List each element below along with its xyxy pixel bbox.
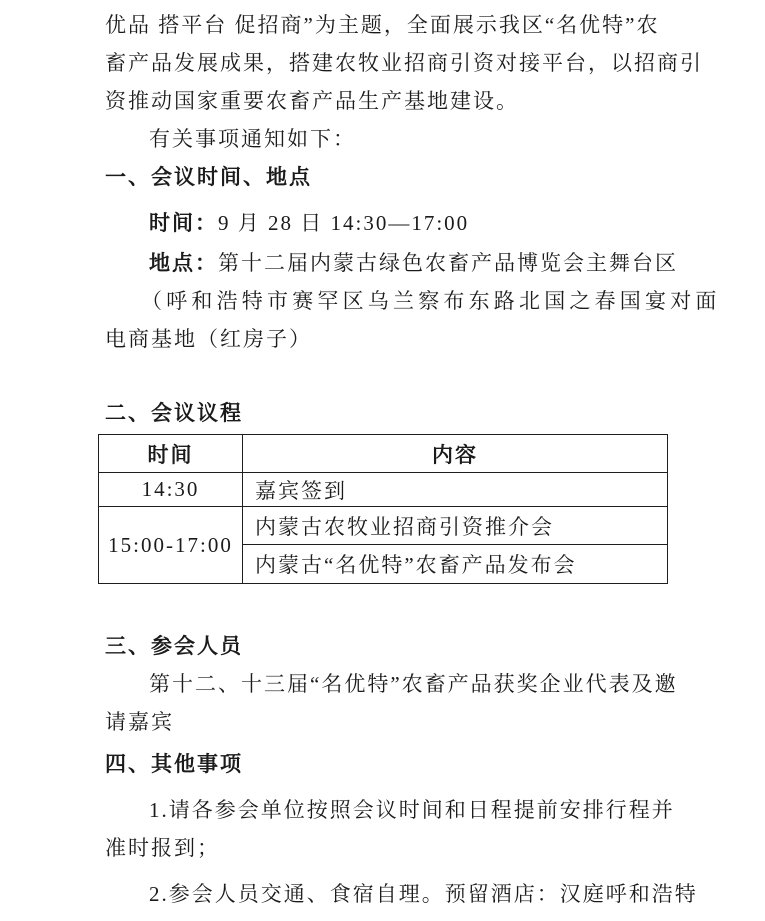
section3-heading: 三、参会人员 [105,634,243,658]
schedule-row-3-content: 内蒙古“名优特”农畜产品发布会 [243,545,668,584]
table-header-time: 时间 [99,435,243,473]
time-value: 9 月 28 日 14:30—17:00 [218,211,470,235]
schedule-table [98,434,668,584]
section2-heading: 二、会议议程 [105,401,243,425]
schedule-header-row [99,435,668,473]
notice-item-2-line-1: 2.参会人员交通、食宿自理。预留酒店：汉庭呼和浩特 [149,882,698,906]
meeting-place-line [105,244,678,282]
attendees-line-2: 请嘉宾 [105,710,174,734]
intro-line-1: 优品 搭平台 促招商”为主题，全面展示我区“名优特”农 [105,13,660,37]
schedule-row-2 [99,507,668,545]
schedule-row-2-time: 15:00-17:00 [99,507,243,584]
place-label: 地点： [149,251,218,275]
intro-line-4: 有关事项通知如下： [149,127,356,151]
schedule-row-1 [99,473,668,507]
schedule-row-1-content: 嘉宾签到 [243,473,668,507]
meeting-time-line [105,204,660,242]
section1-heading: 一、会议时间、地点 [105,165,312,189]
attendees-line-1: 第十二、十三届“名优特”农畜产品获奖企业代表及邀 [149,672,678,696]
address-line-2: 电商基地（红房子） [105,327,312,351]
notice-item-1-line-1: 1.请各参会单位按照会议时间和日程提前安排行程并 [149,798,675,822]
time-label: 时间： [149,211,218,235]
intro-line-2: 畜产品发展成果，搭建农牧业招商引资对接平台，以招商引 [105,51,703,75]
table-header-content: 内容 [243,435,668,473]
section4-heading: 四、其他事项 [105,752,243,776]
address-line-1: （呼和浩特市赛罕区乌兰察布东路北国之春国宴对面 [141,289,721,313]
schedule-row-2-content: 内蒙古农牧业招商引资推介会 [243,507,668,545]
place-value: 第十二届内蒙古绿色农畜产品博览会主舞台区 [218,251,678,275]
intro-line-3: 资推动国家重要农畜产品生产基地建设。 [105,89,519,113]
notice-item-1-line-2: 准时报到； [105,836,220,860]
schedule-row-1-time: 14:30 [99,473,243,507]
